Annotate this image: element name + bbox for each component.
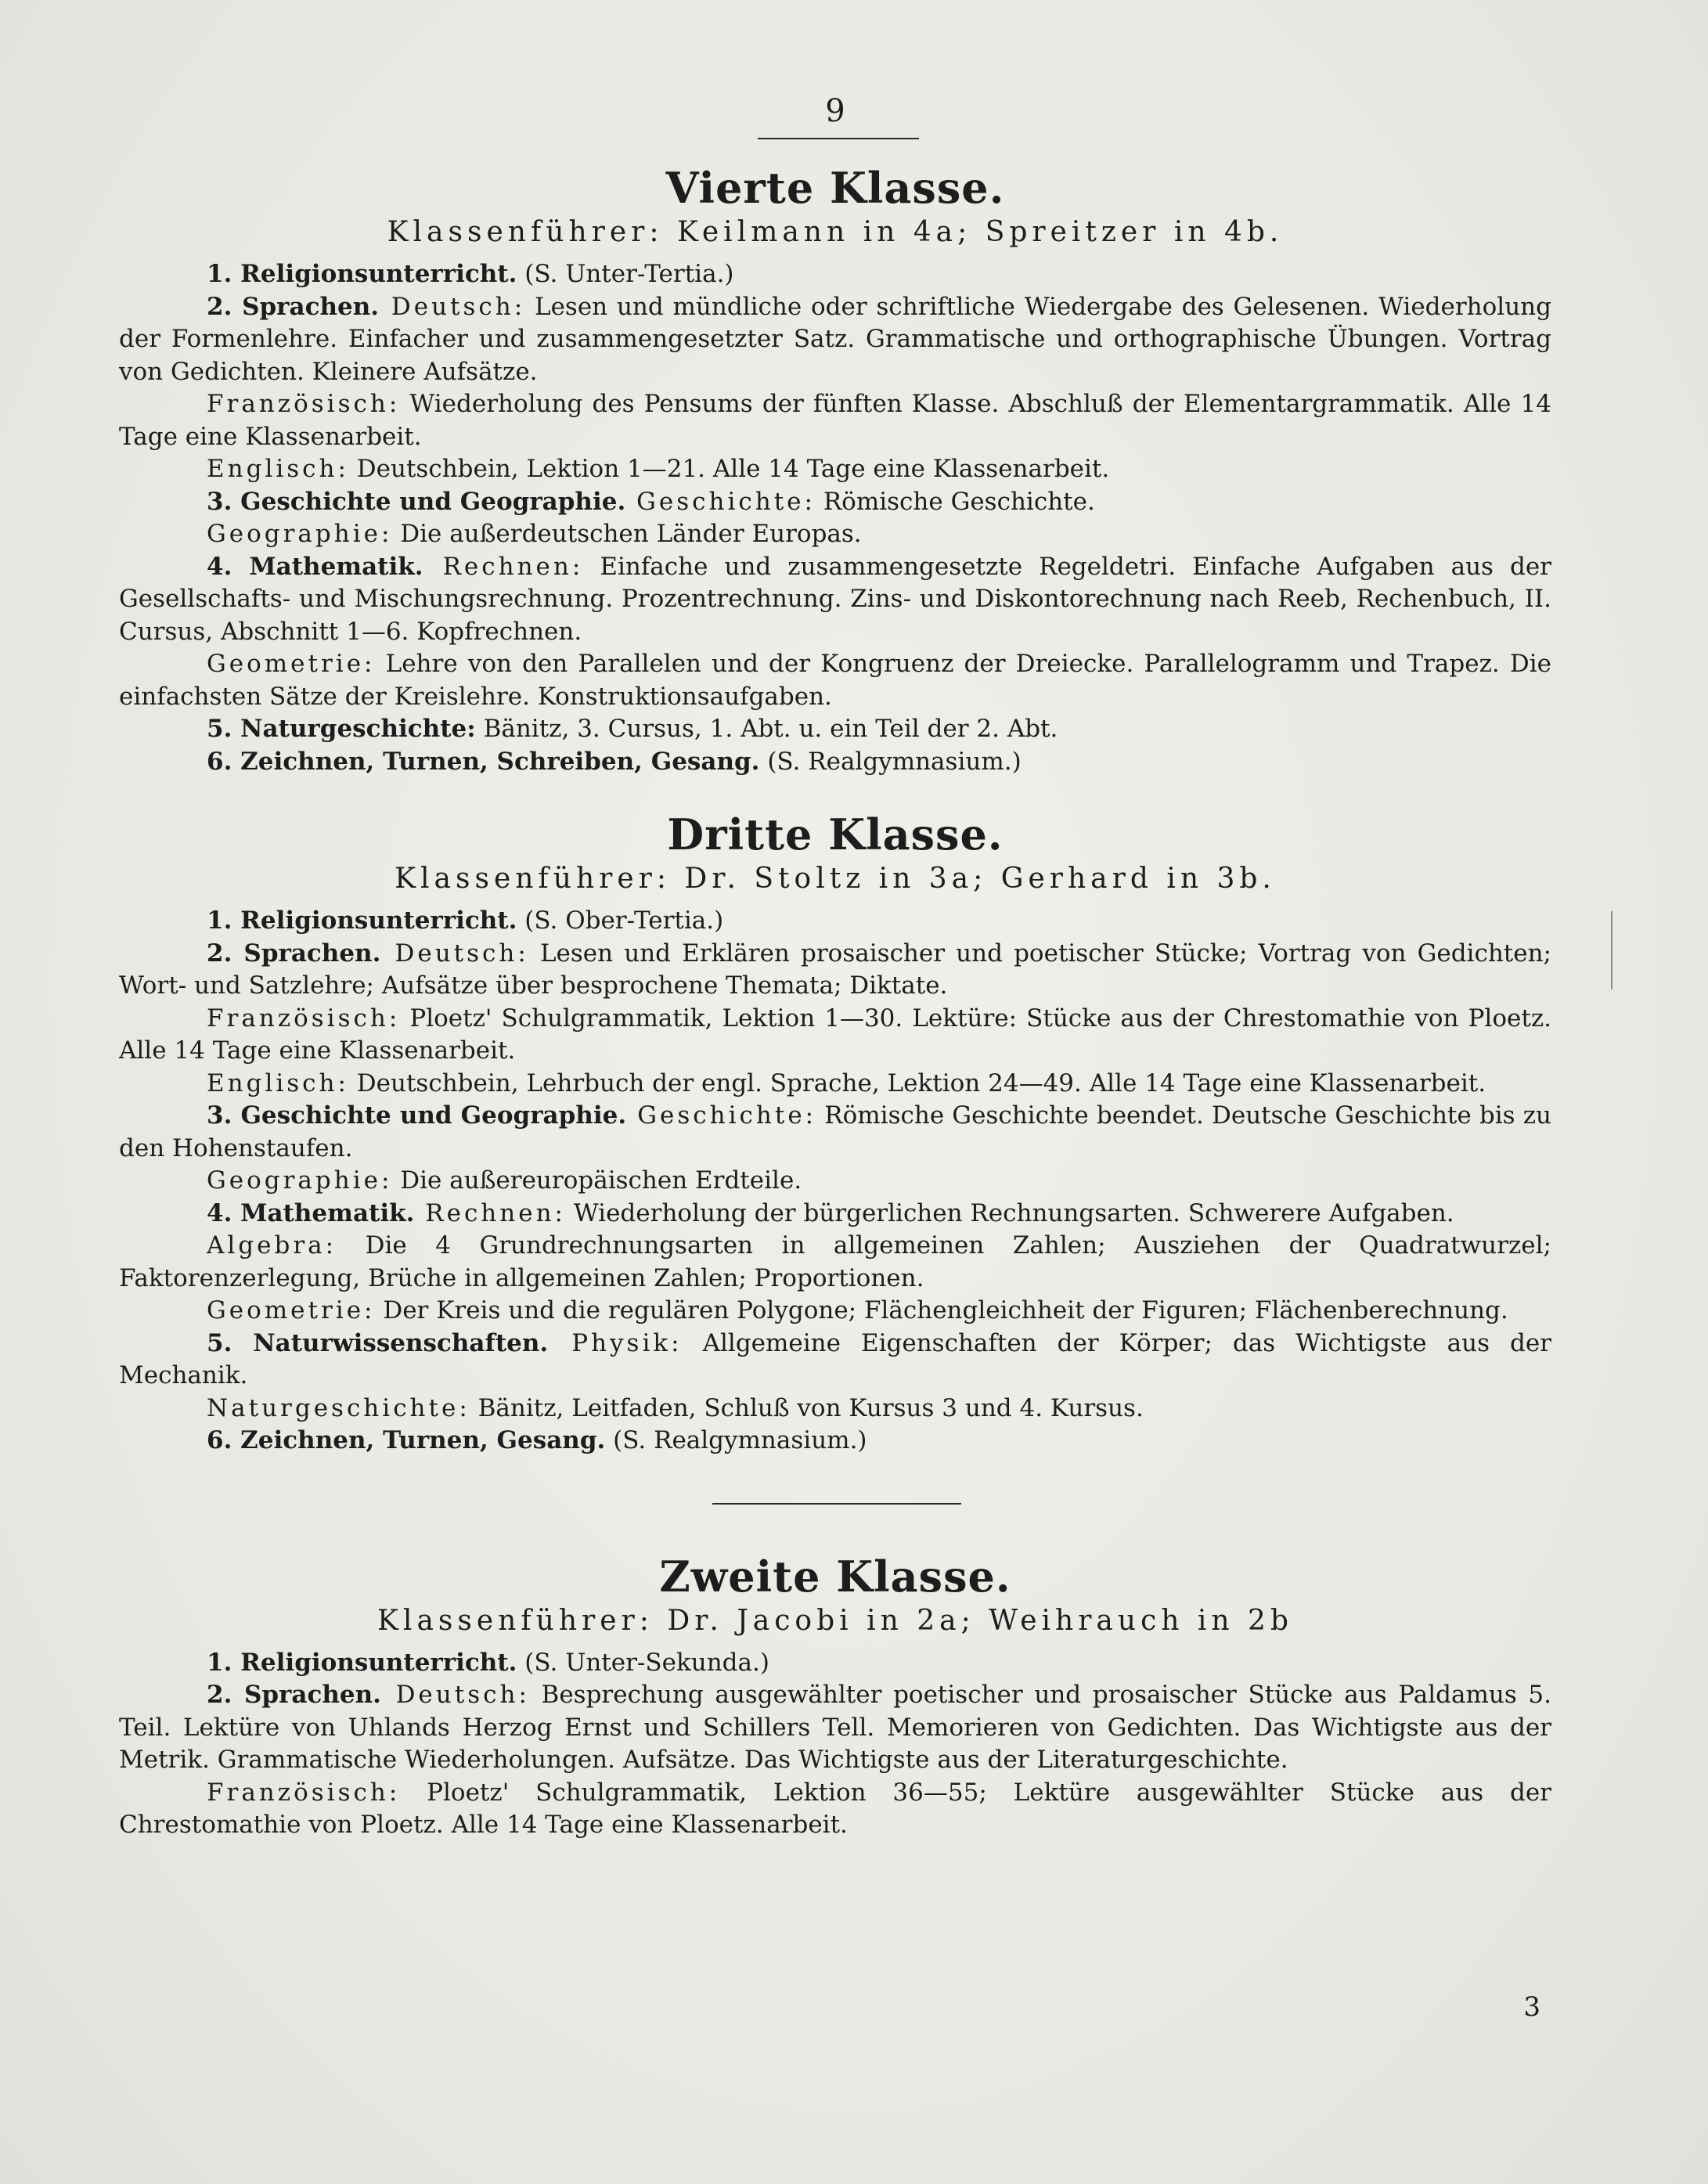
paragraph-lead: 2. Sprachen. xyxy=(207,939,381,968)
paragraph-lead: 5. Naturwissenschaften. xyxy=(207,1328,549,1357)
paragraph-label: Geometrie: xyxy=(207,650,376,678)
section-zweite-klasse xyxy=(119,1552,1551,1842)
paragraph-text: Deutschbein, Lektion 1—21. Alle 14 Tage eine Klassenarbeit. xyxy=(348,455,1110,483)
paragraph-lead: 4. Mathematik. xyxy=(207,552,423,581)
paragraph-text: Die außereuropäischen Erdteile. xyxy=(392,1166,802,1195)
section-body xyxy=(119,258,1551,778)
paragraph xyxy=(119,1003,1551,1068)
section-heading: Dritte Klasse. xyxy=(667,809,1004,860)
section-divider xyxy=(712,1503,961,1505)
section-heading: Vierte Klasse. xyxy=(665,163,1005,213)
paragraph-text: Römische Geschichte. xyxy=(815,487,1095,516)
paragraph xyxy=(119,388,1551,453)
section-subheading: Klassenführer: Keilmann in 4a; Spreitzer in 4b. xyxy=(387,216,1284,248)
paragraph-text: Ploetz' Schulgrammatik, Lektion 1—30. Lektüre: Stücke aus der Chrestomathie von Ploetz. Alle 14 Tage eine Klassenarbeit. xyxy=(119,1004,1551,1065)
paragraph xyxy=(119,1295,1551,1328)
paragraph-text: (S. Realgymnasium.) xyxy=(759,747,1022,776)
paragraph-label: Englisch: xyxy=(207,455,349,483)
paragraph-label: Physik: xyxy=(548,1328,683,1357)
paragraph-text: Der Kreis und die regulären Polygone; Flächengleichheit der Figuren; Flächenberechnung. xyxy=(375,1296,1508,1324)
paragraph xyxy=(119,1165,1551,1198)
paragraph-text: Lesen und mündliche oder schriftliche Wiedergabe des Gelesenen. Wiederholung der Formenlehre. Einfacher und zusammengesetzter Satz. Grammatische und orthographische Übungen. Vortrag von Gedichten. Kleinere Aufsätze. xyxy=(119,292,1551,386)
paragraph-text: (S. Unter-Tertia.) xyxy=(517,260,734,288)
paragraph-lead: 1. Religionsunterricht. xyxy=(207,1648,517,1677)
section-vierte-klasse xyxy=(119,163,1551,778)
paragraph-label: Geschichte: xyxy=(625,487,816,516)
page-number: 9 xyxy=(825,93,845,129)
paragraph-text: Wiederholung des Pensums der fünften Klasse. Abschluß der Elementargrammatik. Alle 14 Tage eine Klassenarbeit. xyxy=(119,390,1551,451)
paragraph-label: Geographie: xyxy=(207,1166,393,1195)
paragraph-label: Französisch: xyxy=(207,1778,401,1807)
paragraph xyxy=(119,1328,1551,1393)
paragraph-text: Wiederholung der bürgerlichen Rechnungsarten. Schwerere Aufgaben. xyxy=(566,1198,1454,1227)
section-subheading: Klassenführer: Dr. Stoltz in 3a; Gerhard in 3b. xyxy=(395,863,1276,895)
paragraph-label: Rechnen: xyxy=(414,1198,566,1227)
paragraph xyxy=(119,1100,1551,1165)
paragraph-label: Französisch: xyxy=(207,390,401,418)
paragraph-text: Bänitz, 3. Cursus, 1. Abt. u. ein Teil der 2. Abt. xyxy=(475,715,1058,743)
paragraph xyxy=(119,905,1551,938)
paragraph-label: Geographie: xyxy=(207,520,393,548)
paragraph-label: Geometrie: xyxy=(207,1296,376,1324)
paragraph xyxy=(119,1647,1551,1680)
paragraph-lead: 6. Zeichnen, Turnen, Gesang. xyxy=(207,1426,606,1454)
paragraph-label: Deutsch: xyxy=(380,1681,530,1709)
paragraph xyxy=(119,1679,1551,1777)
signature-mark: 3 xyxy=(1523,1991,1540,2023)
paragraph-lead: 1. Religionsunterricht. xyxy=(207,906,517,935)
paragraph xyxy=(119,453,1551,486)
paragraph xyxy=(119,258,1551,291)
paragraph xyxy=(119,1198,1551,1231)
paragraph-text: Lesen und Erklären prosaischer und poetischer Stücke; Vortrag von Gedichten; Wort- und Satzlehre; Aufsätze über besprochene Themata; Diktate. xyxy=(119,939,1551,1000)
paragraph xyxy=(119,648,1551,713)
paragraph xyxy=(119,1393,1551,1425)
paragraph-label: Naturgeschichte: xyxy=(207,1393,470,1422)
paragraph-text: (S. Realgymnasium.) xyxy=(605,1426,867,1454)
paragraph xyxy=(119,551,1551,649)
paragraph-text: Römische Geschichte beendet. Deutsche Geschichte bis zu den Hohenstaufen. xyxy=(119,1101,1551,1162)
paragraph-lead: 2. Sprachen. xyxy=(207,292,380,321)
paragraph-text: Deutschbein, Lehrbuch der engl. Sprache, Lektion 24—49. Alle 14 Tage eine Klassenarbeit. xyxy=(348,1069,1486,1097)
paragraph-label: Rechnen: xyxy=(423,552,584,581)
paragraph-text: (S. Unter-Sekunda.) xyxy=(517,1648,769,1677)
paragraph xyxy=(119,1230,1551,1295)
paragraph xyxy=(119,486,1551,519)
paragraph-text: Allgemeine Eigenschaften der Körper; das Wichtigste aus der Mechanik. xyxy=(119,1328,1551,1389)
paragraph xyxy=(119,713,1551,746)
paragraph-label: Algebra: xyxy=(207,1231,337,1260)
paragraph-text: (S. Ober-Tertia.) xyxy=(517,906,724,935)
paragraph xyxy=(119,1068,1551,1101)
section-body xyxy=(119,1647,1551,1842)
header-rule xyxy=(758,138,919,139)
section-subheading: Klassenführer: Dr. Jacobi in 2a; Weihrauch in 2b xyxy=(377,1604,1293,1637)
paragraph-text: Lehre von den Parallelen und der Kongruenz der Dreiecke. Parallelogramm und Trapez. Die einfachsten Sätze der Kreislehre. Konstruktionsaufgaben. xyxy=(119,650,1551,711)
section-body xyxy=(119,905,1551,1458)
paragraph-text: Ploetz' Schulgrammatik, Lektion 36—55; Lektüre ausgewählter Stücke aus der Chrestomathie von Ploetz. Alle 14 Tage eine Klassenarbeit. xyxy=(119,1778,1551,1839)
margin-mark xyxy=(1611,911,1613,989)
paragraph-text: Besprechung ausgewählter poetischer und prosaischer Stücke aus Paldamus 5. Teil. Lektüre von Uhlands Herzog Ernst und Schillers Tell. Memorieren von Gedichten. Das Wichtigste aus der Metrik. Grammatische Wiederholungen. Aufsätze. Das Wichtigste aus der Literaturgeschichte. xyxy=(119,1681,1551,1774)
paragraph-label: Deutsch: xyxy=(380,939,529,968)
paragraph-lead: 3. Geschichte und Geographie. xyxy=(207,1101,627,1130)
paragraph xyxy=(119,1425,1551,1458)
section-dritte-klasse xyxy=(119,809,1551,1458)
paragraph-label: Französisch: xyxy=(207,1004,401,1033)
paragraph-lead: 5. Naturgeschichte: xyxy=(207,715,476,743)
paragraph-lead: 1. Religionsunterricht. xyxy=(207,260,517,288)
paragraph-text: Die außerdeutschen Länder Europas. xyxy=(392,520,862,548)
paragraph xyxy=(119,1777,1551,1842)
paragraph-lead: 2. Sprachen. xyxy=(207,1681,381,1709)
paragraph xyxy=(119,291,1551,389)
paragraph-lead: 6. Zeichnen, Turnen, Schreiben, Gesang. xyxy=(207,747,760,776)
section-heading: Zweite Klasse. xyxy=(659,1551,1011,1602)
paragraph-lead: 4. Mathematik. xyxy=(207,1198,415,1227)
paragraph-lead: 3. Geschichte und Geographie. xyxy=(207,487,626,516)
paragraph-text: Einfache und zusammengesetzte Regeldetri. Einfache Aufgaben aus der Gesellschafts- und Mischungsrechnung. Prozentrechnung. Zins- und Diskontorechnung nach Reeb, Rechenbuch, II. Cursus, Abschnitt 1—6. Kopfrechnen. xyxy=(119,552,1551,646)
paragraph xyxy=(119,938,1551,1003)
paragraph-text: Die 4 Grundrechnungsarten in allgemeinen Zahlen; Ausziehen der Quadratwurzel; Faktorenzerlegung, Brüche in allgemeinen Zahlen; Proportionen. xyxy=(119,1231,1551,1292)
paragraph xyxy=(119,518,1551,551)
paragraph-label: Geschichte: xyxy=(626,1101,817,1130)
paragraph xyxy=(119,746,1551,779)
paragraph-label: Deutsch: xyxy=(379,292,526,321)
paragraph-text: Bänitz, Leitfaden, Schluß von Kursus 3 und 4. Kursus. xyxy=(470,1393,1144,1422)
paragraph-label: Englisch: xyxy=(207,1069,349,1097)
